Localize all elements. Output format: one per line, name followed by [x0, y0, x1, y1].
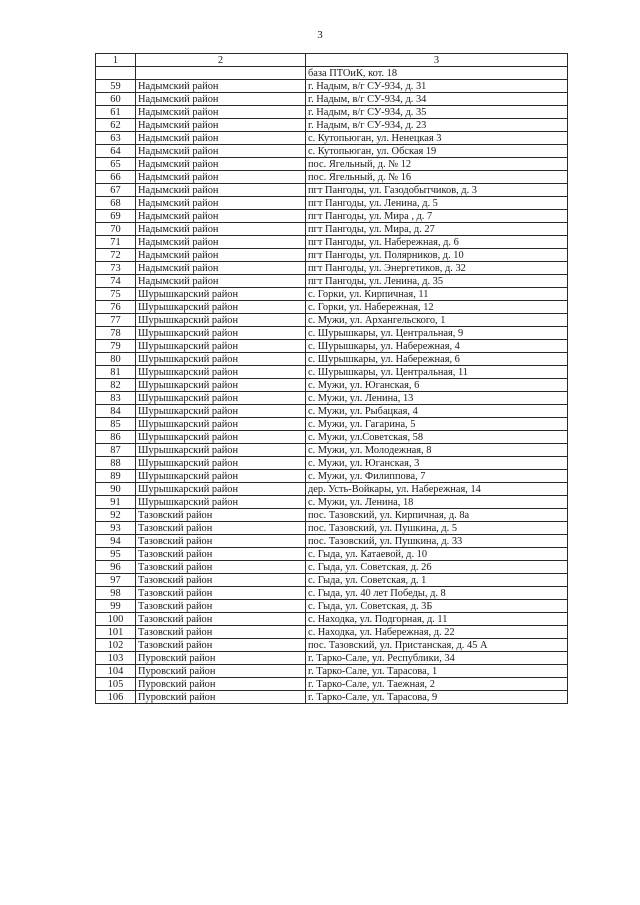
row-district: Шурышкарский район — [136, 405, 306, 418]
header-row — [96, 54, 568, 67]
row-district: Надымский район — [136, 210, 306, 223]
row-number: 93 — [96, 522, 136, 535]
table-row — [96, 483, 568, 496]
row-number: 70 — [96, 223, 136, 236]
row-address: с. Шурышкары, ул. Набережная, 4 — [306, 340, 568, 353]
row-district: Шурышкарский район — [136, 353, 306, 366]
row-number: 96 — [96, 561, 136, 574]
row-address: с. Гыда, ул. Советская, д. 3Б — [306, 600, 568, 613]
table-row — [96, 275, 568, 288]
row-address: пгт Пангоды, ул. Ленина, д. 5 — [306, 197, 568, 210]
table-row — [96, 262, 568, 275]
row-address: пгт Пангоды, ул. Мира , д. 7 — [306, 210, 568, 223]
table-row — [96, 327, 568, 340]
row-address: база ПТОиК, кот. 18 — [306, 67, 568, 80]
row-district: Надымский район — [136, 249, 306, 262]
table-row — [96, 184, 568, 197]
row-number: 85 — [96, 418, 136, 431]
row-number: 82 — [96, 379, 136, 392]
row-address: г. Тарко-Сале, ул. Тарасова, 1 — [306, 665, 568, 678]
table-body — [96, 67, 568, 704]
table-row — [96, 678, 568, 691]
table-row — [96, 249, 568, 262]
table-row — [96, 314, 568, 327]
row-district: Шурышкарский район — [136, 301, 306, 314]
row-address: с. Мужи, ул. Юганская, 6 — [306, 379, 568, 392]
row-number: 79 — [96, 340, 136, 353]
row-number: 98 — [96, 587, 136, 600]
table-row — [96, 80, 568, 93]
table-row — [96, 431, 568, 444]
row-district: Тазовский район — [136, 522, 306, 535]
row-district: Тазовский район — [136, 639, 306, 652]
table-row — [96, 106, 568, 119]
row-address: с. Горки, ул. Кирпичная, 11 — [306, 288, 568, 301]
row-district: Пуровский район — [136, 665, 306, 678]
row-district: Шурышкарский район — [136, 444, 306, 457]
row-district: Шурышкарский район — [136, 327, 306, 340]
row-address: пгт Пангоды, ул. Ленина, д. 35 — [306, 275, 568, 288]
table-row — [96, 93, 568, 106]
row-district: Шурышкарский район — [136, 366, 306, 379]
table-row — [96, 301, 568, 314]
row-address: пос. Тазовский, ул. Пушкина, д. 33 — [306, 535, 568, 548]
row-district: Тазовский район — [136, 626, 306, 639]
row-number: 106 — [96, 691, 136, 704]
table-row — [96, 236, 568, 249]
row-district: Шурышкарский район — [136, 392, 306, 405]
row-number — [96, 67, 136, 80]
table-row — [96, 197, 568, 210]
row-address: с. Шурышкары, ул. Набережная, 6 — [306, 353, 568, 366]
row-address: г. Надым, в/г СУ-934, д. 35 — [306, 106, 568, 119]
row-district: Надымский район — [136, 93, 306, 106]
row-number: 71 — [96, 236, 136, 249]
row-address: с. Гыда, ул. Катаевой, д. 10 — [306, 548, 568, 561]
row-address: с. Шурышкары, ул. Центральная, 11 — [306, 366, 568, 379]
row-district: Тазовский район — [136, 587, 306, 600]
row-number: 87 — [96, 444, 136, 457]
row-district: Тазовский район — [136, 548, 306, 561]
row-address: с. Мужи, ул.Советская, 58 — [306, 431, 568, 444]
row-number: 76 — [96, 301, 136, 314]
row-address: г. Тарко-Сале, ул. Республики, 34 — [306, 652, 568, 665]
row-address: с. Горки, ул. Набережная, 12 — [306, 301, 568, 314]
row-district: Пуровский район — [136, 652, 306, 665]
row-address: с. Мужи, ул. Филиппова, 7 — [306, 470, 568, 483]
row-district: Надымский район — [136, 275, 306, 288]
row-address: с. Мужи, ул. Архангельского, 1 — [306, 314, 568, 327]
row-address: с. Кутопьюган, ул. Обская 19 — [306, 145, 568, 158]
row-number: 80 — [96, 353, 136, 366]
row-district: Тазовский район — [136, 535, 306, 548]
table-row — [96, 665, 568, 678]
row-address: с. Мужи, ул. Ленина, 18 — [306, 496, 568, 509]
row-district: Шурышкарский район — [136, 379, 306, 392]
row-district: Надымский район — [136, 262, 306, 275]
row-address: с. Гыда, ул. Советская, д. 1 — [306, 574, 568, 587]
row-number: 105 — [96, 678, 136, 691]
table-row — [96, 405, 568, 418]
row-address: с. Находка, ул. Набережная, д. 22 — [306, 626, 568, 639]
row-address: с. Находка, ул. Подгорная, д. 11 — [306, 613, 568, 626]
row-number: 103 — [96, 652, 136, 665]
table-row — [96, 119, 568, 132]
row-address: с. Гыда, ул. 40 лет Победы, д. 8 — [306, 587, 568, 600]
row-district: Шурышкарский район — [136, 418, 306, 431]
row-number: 99 — [96, 600, 136, 613]
table-row — [96, 145, 568, 158]
table-row — [96, 444, 568, 457]
row-number: 81 — [96, 366, 136, 379]
table-row — [96, 652, 568, 665]
row-number: 88 — [96, 457, 136, 470]
table-row — [96, 613, 568, 626]
row-number: 69 — [96, 210, 136, 223]
row-district: Пуровский район — [136, 691, 306, 704]
row-address: г. Надым, в/г СУ-934, д. 34 — [306, 93, 568, 106]
row-number: 68 — [96, 197, 136, 210]
row-address: пгт Пангоды, ул. Газодобытчиков, д. 3 — [306, 184, 568, 197]
row-number: 94 — [96, 535, 136, 548]
row-number: 66 — [96, 171, 136, 184]
row-address: с. Мужи, ул. Молодежная, 8 — [306, 444, 568, 457]
row-district: Надымский район — [136, 80, 306, 93]
continuation-row — [96, 67, 568, 80]
table-row — [96, 288, 568, 301]
row-address: с. Шурышкары, ул. Центральная, 9 — [306, 327, 568, 340]
row-number: 92 — [96, 509, 136, 522]
row-number: 90 — [96, 483, 136, 496]
address-table — [95, 53, 568, 704]
row-district: Тазовский район — [136, 613, 306, 626]
row-number: 60 — [96, 93, 136, 106]
row-district: Шурышкарский район — [136, 340, 306, 353]
row-address: с. Мужи, ул. Ленина, 13 — [306, 392, 568, 405]
row-address: пгт Пангоды, ул. Полярников, д. 10 — [306, 249, 568, 262]
row-district: Шурышкарский район — [136, 314, 306, 327]
row-address: пос. Ягельный, д. № 16 — [306, 171, 568, 184]
row-number: 101 — [96, 626, 136, 639]
row-address: пгт Пангоды, ул. Мира, д. 27 — [306, 223, 568, 236]
table-row — [96, 535, 568, 548]
row-address: пос. Тазовский, ул. Пушкина, д. 5 — [306, 522, 568, 535]
row-address: пос. Ягельный, д. № 12 — [306, 158, 568, 171]
row-number: 73 — [96, 262, 136, 275]
page-number: 3 — [317, 29, 323, 41]
table-row — [96, 470, 568, 483]
row-district: Тазовский район — [136, 600, 306, 613]
table-row — [96, 353, 568, 366]
table-row — [96, 691, 568, 704]
row-number: 72 — [96, 249, 136, 262]
table-row — [96, 587, 568, 600]
row-number: 102 — [96, 639, 136, 652]
row-address: с. Мужи, ул. Юганская, 3 — [306, 457, 568, 470]
row-address: пгт Пангоды, ул. Энергетиков, д. 32 — [306, 262, 568, 275]
row-number: 64 — [96, 145, 136, 158]
row-district: Надымский район — [136, 197, 306, 210]
row-address: пгт Пангоды, ул. Набережная, д. 6 — [306, 236, 568, 249]
table-row — [96, 340, 568, 353]
row-district: Тазовский район — [136, 509, 306, 522]
table-row — [96, 418, 568, 431]
row-number: 100 — [96, 613, 136, 626]
table-row — [96, 379, 568, 392]
row-district: Тазовский район — [136, 574, 306, 587]
row-address: с. Кутопьюган, ул. Ненецкая 3 — [306, 132, 568, 145]
row-number: 95 — [96, 548, 136, 561]
row-number: 91 — [96, 496, 136, 509]
row-district: Надымский район — [136, 171, 306, 184]
header-col-3: 3 — [306, 54, 568, 67]
table-row — [96, 626, 568, 639]
row-district: Надымский район — [136, 145, 306, 158]
row-address: с. Мужи, ул. Рыбацкая, 4 — [306, 405, 568, 418]
row-district: Тазовский район — [136, 561, 306, 574]
table-row — [96, 639, 568, 652]
table-row — [96, 392, 568, 405]
row-district: Шурышкарский район — [136, 288, 306, 301]
row-number: 104 — [96, 665, 136, 678]
table-row — [96, 496, 568, 509]
row-number: 78 — [96, 327, 136, 340]
row-district: Надымский район — [136, 184, 306, 197]
row-address: с. Гыда, ул. Советская, д. 26 — [306, 561, 568, 574]
row-address: г. Надым, в/г СУ-934, д. 31 — [306, 80, 568, 93]
row-district — [136, 67, 306, 80]
row-number: 84 — [96, 405, 136, 418]
row-number: 67 — [96, 184, 136, 197]
table-row — [96, 210, 568, 223]
row-number: 74 — [96, 275, 136, 288]
row-number: 86 — [96, 431, 136, 444]
row-address: г. Тарко-Сале, ул. Тарасова, 9 — [306, 691, 568, 704]
table-row — [96, 457, 568, 470]
header-col-1: 1 — [96, 54, 136, 67]
row-number: 61 — [96, 106, 136, 119]
row-district: Надымский район — [136, 132, 306, 145]
row-address: с. Мужи, ул. Гагарина, 5 — [306, 418, 568, 431]
row-number: 75 — [96, 288, 136, 301]
row-number: 62 — [96, 119, 136, 132]
row-district: Надымский район — [136, 236, 306, 249]
table-row — [96, 171, 568, 184]
row-address: пос. Тазовский, ул. Кирпичная, д. 8а — [306, 509, 568, 522]
header-col-2: 2 — [136, 54, 306, 67]
row-district: Надымский район — [136, 119, 306, 132]
table-row — [96, 132, 568, 145]
row-address: г. Надым, в/г СУ-934, д. 23 — [306, 119, 568, 132]
table-header — [96, 54, 568, 67]
table-row — [96, 548, 568, 561]
row-number: 77 — [96, 314, 136, 327]
row-number: 83 — [96, 392, 136, 405]
table-row — [96, 574, 568, 587]
row-district: Шурышкарский район — [136, 496, 306, 509]
table-row — [96, 366, 568, 379]
row-district: Шурышкарский район — [136, 457, 306, 470]
row-number: 63 — [96, 132, 136, 145]
row-address: пос. Тазовский, ул. Пристанская, д. 45 А — [306, 639, 568, 652]
table-row — [96, 158, 568, 171]
table-row — [96, 223, 568, 236]
row-district: Надымский район — [136, 158, 306, 171]
table-row — [96, 522, 568, 535]
row-number: 59 — [96, 80, 136, 93]
row-number: 65 — [96, 158, 136, 171]
row-address: дер. Усть-Войкары, ул. Набережная, 14 — [306, 483, 568, 496]
table-row — [96, 561, 568, 574]
row-district: Шурышкарский район — [136, 483, 306, 496]
row-district: Шурышкарский район — [136, 470, 306, 483]
row-district: Шурышкарский район — [136, 431, 306, 444]
row-district: Надымский район — [136, 223, 306, 236]
table-row — [96, 509, 568, 522]
table-row — [96, 600, 568, 613]
row-number: 97 — [96, 574, 136, 587]
row-district: Надымский район — [136, 106, 306, 119]
row-district: Пуровский район — [136, 678, 306, 691]
row-address: г. Тарко-Сале, ул. Таежная, 2 — [306, 678, 568, 691]
row-number: 89 — [96, 470, 136, 483]
